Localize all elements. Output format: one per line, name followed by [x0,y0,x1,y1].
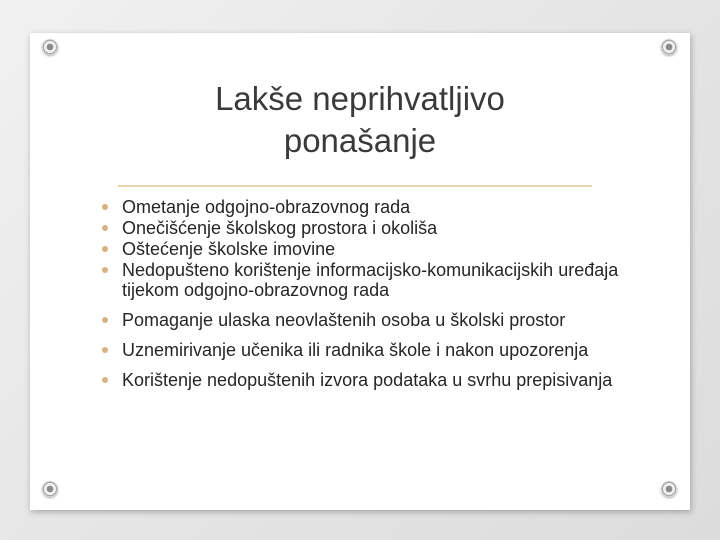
bullet-item [102,239,642,259]
bullet-item [102,340,642,360]
bullet-text: Ometanje odgojno-obrazovnog rada [122,197,411,217]
bullet-item [102,197,642,217]
bullet-text: Uznemirivanje učenika ili radnika škole i nakon upozorenja [122,340,589,360]
bullet-item [102,310,642,330]
bullet-item [102,370,642,390]
bullet-text: Onečišćenje školskog prostora i okoliša [122,218,438,238]
bullet-text: Nedopušteno korištenje informacijsko-komunikacijskih uređaja tijekom odgojno-obrazovnog rada [122,260,619,300]
bullet-dot-icon [102,347,108,353]
bullet-dot-icon [102,377,108,383]
bullet-list [102,197,642,400]
bullet-item [102,260,642,300]
pin-icon [661,39,677,55]
bullet-item [102,218,642,238]
pin-icon [661,481,677,497]
bullet-dot-icon [102,317,108,323]
pin-icon [42,481,58,497]
bullet-dot-icon [102,225,108,231]
bullet-dot-icon [102,204,108,210]
slide-title-line: Lakše neprihvatljivo [215,80,505,117]
title-divider [118,185,592,187]
bullet-text: Pomaganje ulaska neovlaštenih osoba u školski prostor [122,310,566,330]
bullet-dot-icon [102,246,108,252]
slide-title-line: ponašanje [283,122,437,159]
bullet-dot-icon [102,267,108,273]
slide-title [120,78,600,162]
pin-icon [42,39,58,55]
bullet-text: Oštećenje školske imovine [122,239,336,259]
bullet-text: Korištenje nedopuštenih izvora podataka u svrhu prepisivanja [122,370,613,390]
